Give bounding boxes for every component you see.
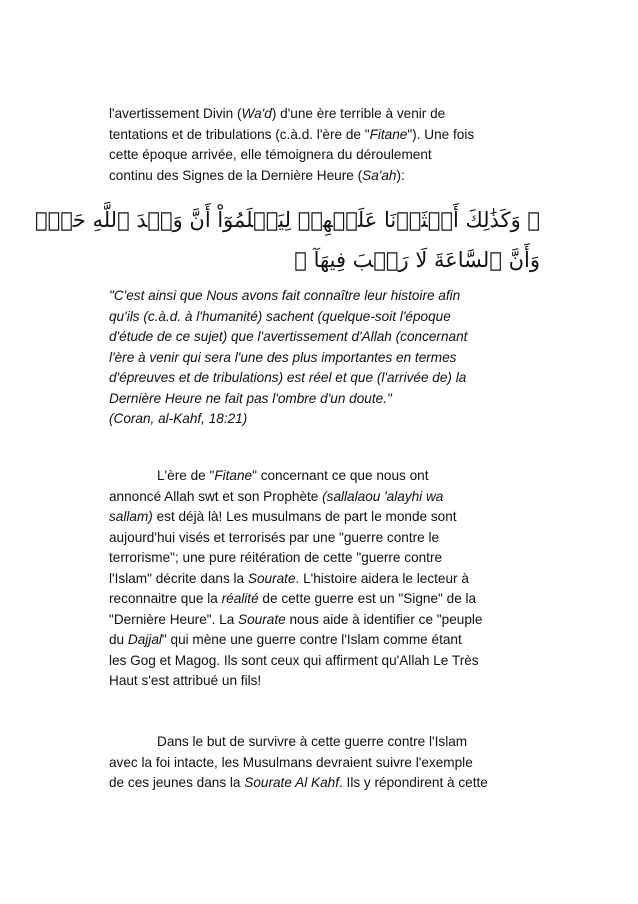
- translation-line: Dernière Heure ne fait pas l'ombre d'un doute.": [109, 390, 392, 406]
- verse-line: ﴿ وَكَذَٰلِكَ أَعۡثَرۡنَا عَلَيۡهِمۡ لِيَعۡلَمُوٓاْ أَنَّ وَعۡدَ ٱللَّهِ حَقّٞ: [35, 208, 540, 232]
- text-line: aujourd'hui visés et terrorisés par une "guerre contre le: [109, 529, 440, 545]
- italic-term: Sa'ah: [362, 167, 397, 183]
- italic-term: Sourate: [238, 611, 286, 627]
- italic-term: Dajjal: [127, 632, 162, 647]
- verse-translation: [109, 286, 539, 430]
- text-line: terrorisme"; une pure réitération de cette "guerre contre: [109, 550, 443, 565]
- italic-term: Sourate: [247, 570, 296, 586]
- text-line: du Dajjal" qui mène une guerre contre l'Islam comme étant: [109, 632, 462, 647]
- text-line: Dans le but de survivre à cette guerre contre l'Islam: [157, 734, 468, 749]
- verse-citation: (Coran, al-Kahf, 18:21): [109, 411, 248, 426]
- translation-line: qu'ils (c.à.d. à l'humanité) sachent (quelque-soit l'époque: [109, 308, 451, 324]
- text-line: "Dernière Heure". La Sourate nous aide à identifier ce "peuple: [109, 611, 483, 627]
- text-line: L'ère de "Fitane" concernant ce que nous ont: [157, 468, 429, 483]
- italic-term: Wa'd: [241, 106, 272, 121]
- translation-line: d'épreuves et de tribulations) est réel et que (l'arrivée de) la: [109, 370, 467, 385]
- text-line: sallam) est déjà là! Les musulmans de part le monde sont: [109, 509, 457, 524]
- italic-term: (sallalaou 'alayhi wa: [322, 488, 444, 504]
- translation-line: "C'est ainsi que Nous avons fait connaître leur histoire afin: [109, 288, 461, 303]
- verse-line: وَأَنَّ ٱلسَّاعَةَ لَا رَيۡبَ فِيهَآ ﴾: [294, 248, 540, 272]
- intro-paragraph: [109, 104, 539, 186]
- italic-term: Fitane: [369, 126, 408, 142]
- translation-line: d'étude de ce sujet) que l'avertissement d'Allah (concernant: [109, 329, 468, 344]
- quran-verse-arabic: [35, 200, 540, 280]
- italic-term: Fitane: [214, 468, 253, 483]
- italic-term: Sourate Al Kahf: [244, 775, 339, 790]
- fitane-paragraph: [109, 466, 539, 692]
- text-line: Haut s'est attribué un fils!: [109, 673, 262, 688]
- text-line: l'avertissement Divin (Wa'd) d'une ère terrible à venir de: [109, 106, 446, 121]
- text-line: cette époque arrivée, elle témoignera du déroulement: [109, 147, 432, 162]
- text-line: annoncé Allah swt et son Prophète (sallalaou 'alayhi wa: [109, 488, 444, 504]
- text-line: tentations et de tribulations (c.à.d. l'ère de "Fitane"). Une fois: [109, 126, 475, 142]
- text-line: reconnaitre que la réalité de cette guerre est un "Signe" de la: [109, 591, 477, 606]
- survival-paragraph: [109, 732, 539, 794]
- italic-term: réalité: [221, 591, 259, 606]
- text-line: les Gog et Magog. Ils sont ceux qui affirment qu'Allah Le Très: [109, 652, 479, 668]
- text-line: l'Islam" décrite dans la Sourate. L'histoire aidera le lecteur à: [109, 570, 469, 586]
- italic-term: sallam): [109, 509, 153, 524]
- text-line: avec la foi intacte, les Musulmans devraient suivre l'exemple: [109, 754, 473, 770]
- text-line: de ces jeunes dans la Sourate Al Kahf. Ils y répondirent à cette: [109, 775, 488, 790]
- text-line: continu des Signes de la Dernière Heure (Sa'ah):: [109, 167, 405, 183]
- translation-line: l'ère à venir qui sera l'une des plus importantes en termes: [109, 349, 457, 365]
